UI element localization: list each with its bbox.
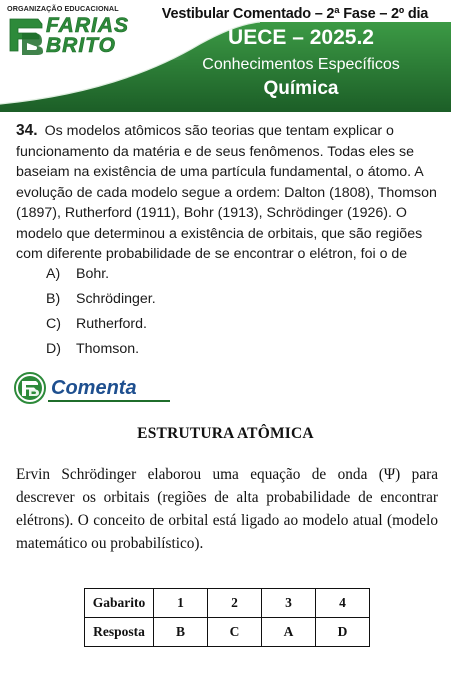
exam-area: Conhecimentos Específicos	[202, 56, 400, 73]
table-row	[85, 618, 370, 647]
question-number: 34.	[16, 122, 38, 139]
option-text: Thomson.	[76, 341, 140, 357]
question-stem	[16, 121, 444, 265]
comenta-badge	[14, 372, 164, 406]
question-number-cell: 1	[154, 589, 208, 618]
option-letter: C)	[46, 316, 61, 332]
option-text: Schrödinger.	[76, 291, 156, 307]
comment-text: Ervin Schrödinger elaborou uma equação de onda (Ψ) para descrever os orbitais (regiões de alta probabilidade de encontrar elétrons). O conceito de orbital está ligado ao modelo atual (modelo matemático ou probabilístico).	[16, 466, 438, 552]
exam-name: UECE – 2025.2	[228, 26, 374, 49]
page-header	[0, 0, 451, 112]
answer-letter-cell: D	[316, 618, 370, 647]
option-b	[46, 287, 426, 312]
question-number-cell: 3	[262, 589, 316, 618]
option-letter: A)	[46, 266, 61, 282]
comenta-label: Comenta	[51, 377, 137, 399]
fb-logo-icon	[8, 15, 44, 55]
table-row	[85, 589, 370, 618]
option-text: Bohr.	[76, 266, 110, 282]
comment-title: ESTRUTURA ATÔMICA	[137, 425, 314, 442]
comenta-underline	[48, 400, 170, 402]
exam-subject: Química	[263, 78, 339, 99]
exam-line: Vestibular Comentado – 2ª Fase – 2º dia	[161, 6, 429, 22]
answer-letter-cell: B	[154, 618, 208, 647]
option-d	[46, 337, 426, 362]
answer-key-table	[84, 588, 370, 647]
resposta-label: Resposta	[85, 618, 154, 647]
logo-org-label: ORGANIZAÇÃO EDUCACIONAL	[7, 4, 119, 13]
gabarito-label: Gabarito	[85, 589, 154, 618]
logo-word-farias: FARIAS	[46, 14, 130, 37]
option-letter: D)	[46, 341, 61, 357]
answer-letter-cell: C	[208, 618, 262, 647]
question-number-cell: 4	[316, 589, 370, 618]
option-a	[46, 262, 426, 287]
logo-word-brito: BRITO	[46, 34, 116, 57]
question-number-cell: 2	[208, 589, 262, 618]
option-text: Rutherford.	[76, 316, 147, 332]
option-c	[46, 312, 426, 337]
fb-circle-logo-icon	[14, 372, 46, 404]
option-letter: B)	[46, 291, 61, 307]
answer-letter-cell: A	[262, 618, 316, 647]
answer-options	[46, 262, 426, 362]
question-text: Os modelos atômicos são teorias que tentam explicar o funcionamento da matéria e de seus fenômenos. Todas eles se baseiam na existência de uma partícula fundamental, o átomo. A evolução de cada modelo segue a ordem: Dalton (1808), Thomson (1897), Rutherford (1911), Bohr (1913), Schrödinger (1926). O modelo que determinou a existência de orbitais, que são regiões com diferente probabilidade de se encontrar o elétron, foi o de	[16, 123, 437, 262]
farias-brito-logo	[6, 4, 146, 62]
